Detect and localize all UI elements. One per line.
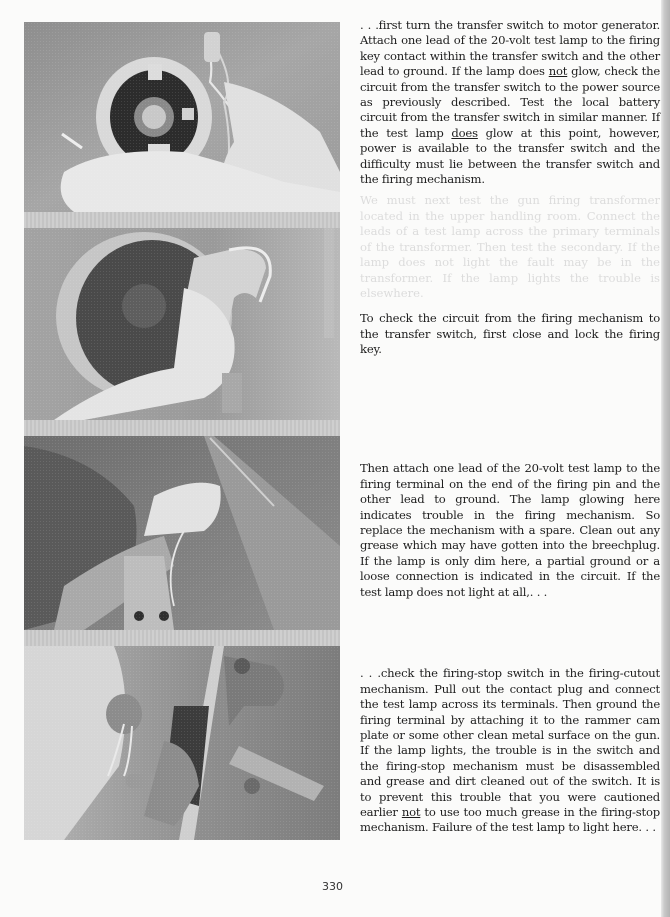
- slot-1: [360, 18, 660, 301]
- paragraph-transfer-switch-test: [360, 18, 660, 187]
- page-number: 330: [322, 880, 343, 893]
- text-segment: glow, check the circuit from the transfer switch to the power source as previously described. Test the local battery circuit from the transfer switch in similar manner. If the test lamp: [360, 64, 660, 140]
- slot-4: [360, 666, 660, 835]
- photo-3-image: [24, 436, 340, 630]
- text-column-bottom-spacer: [360, 836, 660, 852]
- emphasized-word: not: [548, 64, 568, 79]
- bleed-through-text: We must next test the gun firing transformer located in the upper handling room. Connect the leads of a test lamp across the primary terminals of the transformer. Then test the secondary. If the lamp does not light the fault may be in the transformer. If the lamp lights the trouble is elsewhere.: [360, 193, 660, 300]
- paragraph-firing-mechanism-circuit: [360, 311, 660, 357]
- photo-firing-mechanism: [24, 228, 340, 420]
- binding-shadow: [661, 0, 670, 917]
- text-segment: glow at this point, however, power is available to the transfer switch and the difficulty must lie between the transfer switch and the firing mechanism.: [360, 125, 660, 187]
- text-segment: To check the circuit from the firing mechanism to the transfer switch, first close and lock the firing key.: [360, 311, 660, 357]
- slot-2: [360, 311, 660, 461]
- text-segment: . . .first turn the transfer switch to motor generator. Attach one lead of the 20-volt test lamp to the firing key contact within the transfer switch and the other lead to ground. If the lamp does: [360, 18, 660, 79]
- photo-separator: [24, 420, 340, 436]
- paragraph-firing-terminal-test: [360, 461, 660, 600]
- photo-firing-terminal: [24, 436, 340, 630]
- text-segment: . . .check the firing-stop switch in the firing-cutout mechanism. Pull out the contact plug and connect the test lamp across its terminals. Then ground the firing terminal by attaching it to the rammer cam plate or some other clean metal surface on the gun. If the lamp lights, the trouble is in the switch and the firing-stop mechanism must be disassembled and grease and dirt cleaned out of the switch. It is to prevent this trouble that you were cautioned earlier: [360, 666, 660, 819]
- photo-separator: [24, 212, 340, 228]
- emphasized-word: not: [401, 804, 421, 819]
- photo-1-image: [24, 22, 340, 212]
- photo-2-image: [24, 228, 340, 420]
- text-segment: Then attach one lead of the 20-volt test lamp to the firing terminal on the end of the firing pin and the other lead to ground. The lamp glowing here indicates trouble in the firing mechanism. So replace the mechanism with a spare. Clean out any grease which may have gotten into the breechplug. If the lamp is only dim here, a partial ground or a loose connection is indicated in the circuit. If the test lamp does not light at all,. . .: [360, 461, 660, 599]
- photo-separator: [24, 630, 340, 646]
- photo-firing-stop-switch: [24, 646, 340, 840]
- photo-4-image: [24, 646, 340, 840]
- paragraph-firing-stop-switch: [360, 666, 660, 835]
- photo-transfer-switch: [24, 22, 340, 212]
- text-column: [360, 0, 660, 852]
- photo-column: [24, 22, 340, 840]
- text-segment: to use too much grease in the firing-stop mechanism. Failure of the test lamp to light here. . .: [360, 804, 660, 835]
- slot-3: [360, 461, 660, 666]
- emphasized-word: does: [451, 125, 478, 140]
